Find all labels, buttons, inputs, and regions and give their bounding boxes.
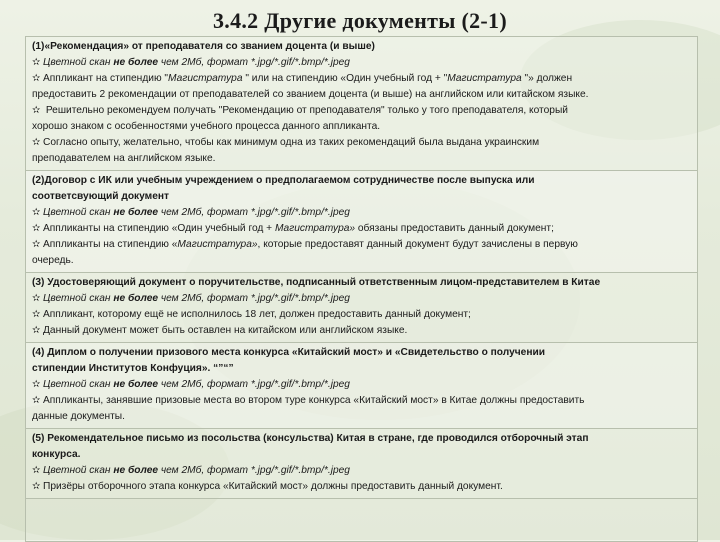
list-item: ✫ Решительно рекомендуем получать "Рекомендацию от преподавателя" только у того преподавателя, который — [32, 103, 691, 119]
star-icon: ✫ — [32, 207, 41, 218]
star-icon: ✫ — [32, 309, 41, 320]
list-item: ✫ Аппликанты, занявшие призовые места во втором туре конкурса «Китайский мост» в Китае должны предоставить — [32, 393, 691, 409]
scan-format-line: ✫ Цветной скан не более чем 2Мб, формат *.jpg/*.gif/*.bmp/*.jpeg — [32, 377, 691, 393]
star-icon: ✫ — [32, 293, 41, 304]
list-item-cont: преподавателем на английском языке. — [32, 153, 216, 164]
star-icon: ✫ — [32, 73, 41, 84]
section-recommendation — [26, 37, 697, 171]
star-icon: ✫ — [32, 325, 41, 336]
section-header-cont: соответсвующий документ — [32, 191, 170, 202]
scan-format-line: ✫ Цветной скан не более чем 2Мб, формат *.jpg/*.gif/*.bmp/*.jpeg — [32, 55, 691, 71]
list-item: ✫ Данный документ может быть оставлен на китайском или английском языке. — [32, 323, 691, 339]
list-item: ✫ Аппликант на стипендию "Магистратура " или на стипендию «Один учебный год + "Магистратура "» должен — [32, 71, 691, 87]
section-guarantee-document — [26, 273, 697, 343]
scan-format-line: ✫ Цветной скан не более чем 2Мб, формат *.jpg/*.gif/*.bmp/*.jpeg — [32, 291, 691, 307]
list-item: ✫ Призёры отборочного этапа конкурса «Китайский мост» должны предоставить данный документ. — [32, 479, 691, 495]
list-item-cont: предоставить 2 рекомендации от преподавателей со званием доцента (и выше) на английском или китайском языке. — [32, 89, 589, 100]
star-icon: ✫ — [32, 481, 41, 492]
list-item: ✫ Согласно опыту, желательно, чтобы как минимум одна из таких рекомендаций была выдана украинским — [32, 135, 691, 151]
star-icon: ✫ — [32, 239, 41, 250]
section-header: (1)«Рекомендация» от преподавателя со званием доцента (и выше) — [32, 41, 375, 52]
list-item-cont: хорошо знаком с особенностями учебного процесса данного аппликанта. — [32, 121, 381, 132]
star-icon: ✫ — [32, 57, 41, 68]
section-embassy-letter — [26, 429, 697, 499]
section-header-cont: стипендии Институтов Конфуция». “”“” — [32, 363, 234, 374]
documents-table — [25, 36, 698, 542]
list-item: ✫ Аппликант, которому ещё не исполнилось 18 лет, должен предоставить данный документ; — [32, 307, 691, 323]
section-header-cont: конкурса. — [32, 449, 81, 460]
section-chinese-bridge-diploma — [26, 343, 697, 429]
star-icon: ✫ — [32, 223, 41, 234]
star-icon: ✫ — [32, 137, 41, 148]
star-icon: ✫ — [32, 379, 41, 390]
section-header: (5) Рекомендательное письмо из посольства (консульства) Китая в стране, где проводился отборочный этап — [32, 433, 589, 444]
scan-format-line: ✫ Цветной скан не более чем 2Мб, формат *.jpg/*.gif/*.bmp/*.jpeg — [32, 205, 691, 221]
star-icon: ✫ — [32, 465, 41, 476]
star-icon: ✫ — [32, 395, 41, 406]
section-header: (4) Диплом о получении призового места конкурса «Китайский мост» и «Свидетельство о получении — [32, 347, 546, 358]
list-item-cont: очередь. — [32, 255, 74, 266]
section-header: (2)Договор с ИК или учебным учреждением о предполагаемом сотрудничестве после выпуска или — [32, 175, 535, 186]
star-icon: ✫ — [32, 105, 41, 116]
list-item: ✫ Аппликанты на стипендию «Один учебный год + Магистратура» обязаны предоставить данный документ; — [32, 221, 691, 237]
scan-format-line: ✫ Цветной скан не более чем 2Мб, формат *.jpg/*.gif/*.bmp/*.jpeg — [32, 463, 691, 479]
section-cooperation-agreement — [26, 171, 697, 273]
section-header: (3) Удостоверяющий документ о поручительстве, подписанный ответственным лицом-представителем в Китае — [32, 277, 601, 288]
list-item-cont: данные документы. — [32, 411, 125, 422]
list-item: ✫ Аппликанты на стипендию «Магистратура», которые предоставят данный документ будут зачислены в первую — [32, 237, 691, 253]
page-title: 3.4.2 Другие документы (2-1) — [212, 8, 507, 33]
